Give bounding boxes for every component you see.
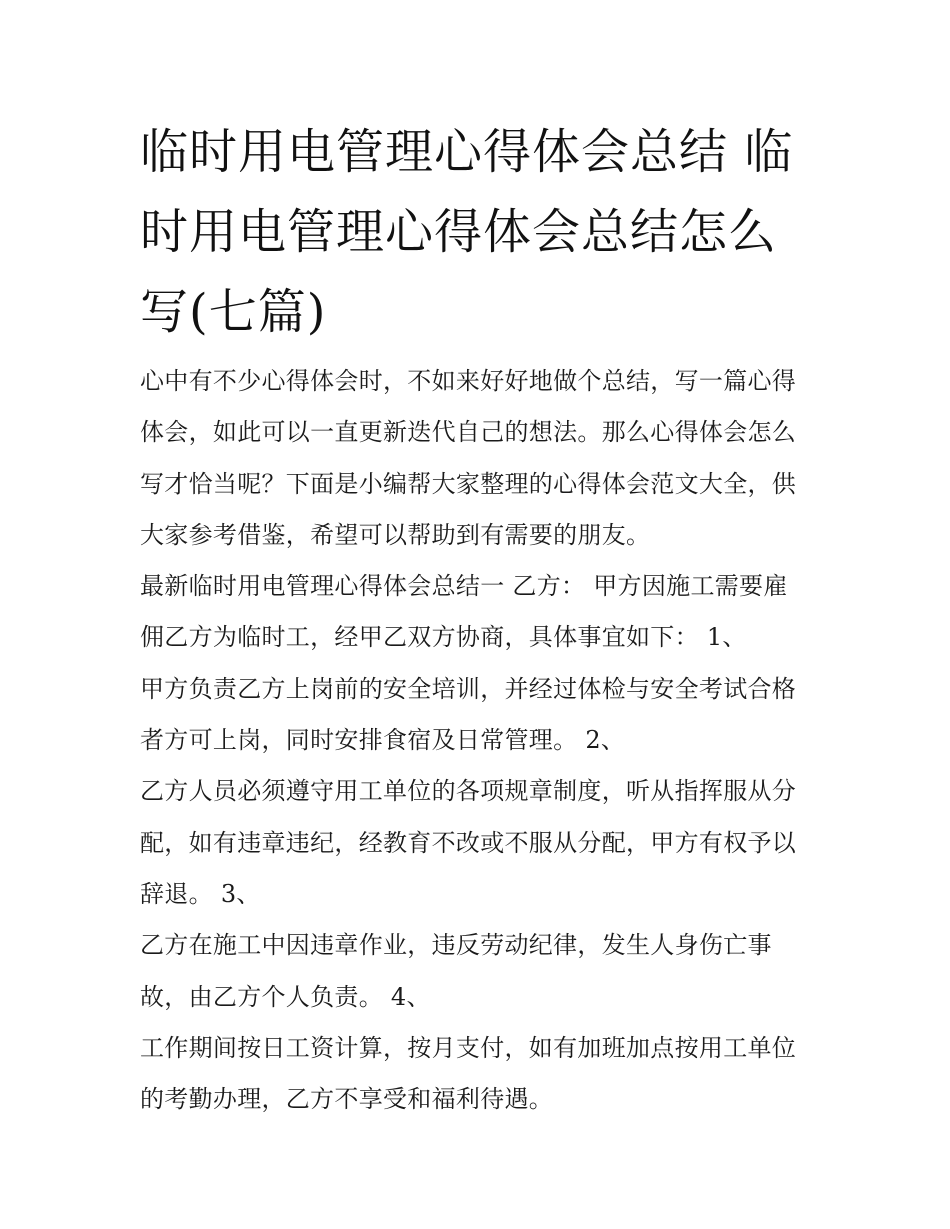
body-line: 写才恰当呢？下面是小编帮大家整理的心得体会范文大全，供 xyxy=(140,469,797,498)
body-line: 配，如有违章违纪，经教育不改或不服从分配，甲方有权予以 xyxy=(140,828,797,857)
title-line: 写(七篇) xyxy=(140,284,327,340)
body-line: 者方可上岗，同时安排食宿及日常管理。 2、 xyxy=(140,726,626,755)
body-line: 故，由乙方个人负责。 4、 xyxy=(140,982,431,1011)
title-line: 临时用电管理心得体会总结 临 xyxy=(140,124,794,180)
document-body xyxy=(140,356,820,1125)
body-line: 乙方在施工中因违章作业，违反劳动纪律，发生人身伤亡事 xyxy=(140,931,772,960)
body-line: 工作期间按日工资计算，按月支付，如有加班加点按用工单位 xyxy=(140,1033,797,1062)
body-line: 的考勤办理，乙方不享受和福利待遇。 xyxy=(140,1085,554,1114)
body-line: 佣乙方为临时工，经甲乙双方协商，具体事宜如下： 1、 xyxy=(140,623,747,652)
body-line: 最新临时用电管理心得体会总结一 乙方： 甲方因施工需要雇 xyxy=(140,572,788,601)
body-line: 辞退。 3、 xyxy=(140,879,261,908)
body-line: 体会，如此可以一直更新迭代自己的想法。那么心得体会怎么 xyxy=(140,418,797,447)
body-line: 乙方人员必须遵守用工单位的各项规章制度，听从指挥服从分 xyxy=(140,777,797,806)
body-line: 心中有不少心得体会时，不如来好好地做个总结，写一篇心得 xyxy=(140,367,797,395)
title-line: 时用电管理心得体会总结怎么 xyxy=(140,204,778,260)
document-title xyxy=(140,112,820,352)
body-line: 甲方负责乙方上岗前的安全培训，并经过体检与安全考试合格 xyxy=(140,674,797,703)
body-line: 大家参考借鉴，希望可以帮助到有需要的朋友。 xyxy=(140,520,651,549)
